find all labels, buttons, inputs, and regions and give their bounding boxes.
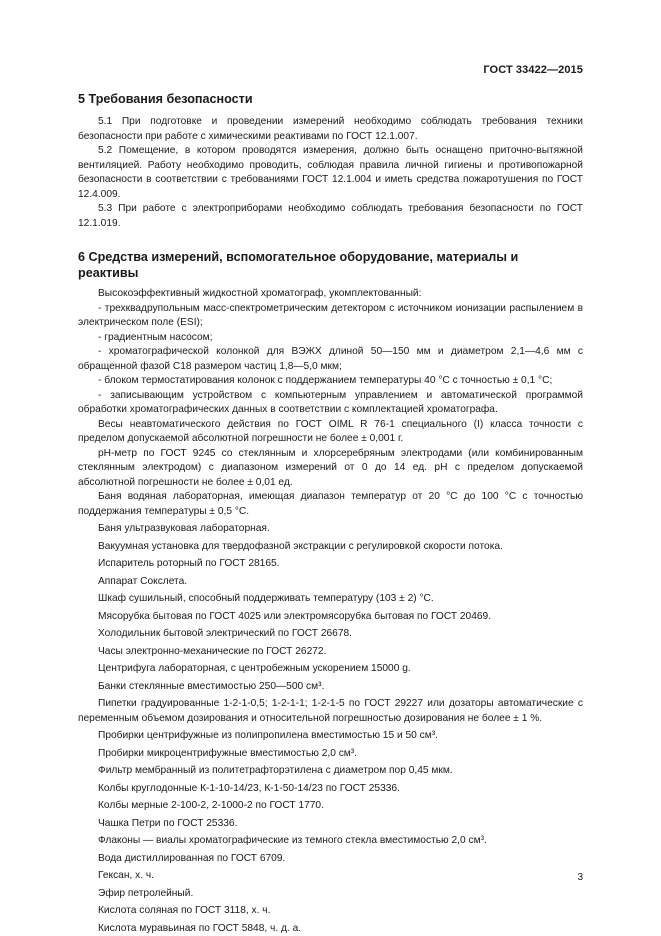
equipment-item: Гексан, х. ч. [78,869,583,884]
equipment-item: Фильтр мембранный из политетрафторэтилена с диаметром пор 0,45 мкм. [78,764,583,779]
equipment-item: Колбы мерные 2-100-2, 2-1000-2 по ГОСТ 1770. [78,799,583,814]
equipment-item: Эфир петролейный. [78,887,583,902]
equipment-item: Кислота соляная по ГОСТ 3118, х. ч. [78,904,583,919]
page-content [78,91,583,936]
equipment-item: Центрифуга лабораторная, с центробежным ускорением 15000 g. [78,662,583,677]
paragraph-5-3: 5.3 При работе с электроприборами необходимо соблюдать требования безопасности по ГОСТ 12.1.019. [78,202,583,231]
paragraph-5-2: 5.2 Помещение, в котором проводятся измерения, должно быть оснащено приточно-вытяжной вентиляцией. Работу необходимо проводить, соблюдая правила личной гигиены и противопожарной безопасности в соответствии с требованиями ГОСТ 12.1.004 и иметь средства пожаротушения по ГОСТ 12.4.009. [78,144,583,202]
equipment-item: - градиентным насосом; [78,331,583,346]
equipment-item: Холодильник бытовой электрический по ГОСТ 26678. [78,627,583,642]
page-number: 3 [577,872,583,883]
equipment-item: Высокоэффективный жидкостной хроматограф, укомплектованный: [78,287,583,302]
equipment-item: - блоком термостатирования колонок с поддержанием температуры 40 °С с точностью ± 0,1 °С; [78,374,583,389]
paragraph-5-1: 5.1 При подготовке и проведении измерений необходимо соблюдать требования техники безопасности при работе с химическими реактивами по ГОСТ 12.1.007. [78,115,583,144]
equipment-item: Мясорубка бытовая по ГОСТ 4025 или электромясорубка бытовая по ГОСТ 20469. [78,610,583,625]
equipment-item: - хроматографической колонкой для ВЭЖХ длиной 50—150 мм и диаметром 2,1—4,6 мм с обращенной фазой С18 размером частиц 1,8—5,0 мкм; [78,345,583,374]
equipment-item: Банки стеклянные вместимостью 250—500 см³. [78,680,583,695]
equipment-item: Чашка Петри по ГОСТ 25336. [78,817,583,832]
equipment-item: Баня водяная лабораторная, имеющая диапазон температур от 20 °С до 100 °С с точностью поддержания температуры ± 0,5 °С. [78,490,583,519]
section-6-heading [78,249,583,281]
equipment-item: Испаритель роторный по ГОСТ 28165. [78,557,583,572]
equipment-item: Флаконы — виалы хроматографические из темного стекла вместимостью 2,0 см³. [78,834,583,849]
section-6-heading-line1: 6 Средства измерений, вспомогательное оборудование, материалы и [78,249,583,265]
equipment-item: Кислота муравьиная по ГОСТ 5848, ч. д. а. [78,922,583,936]
section-5-heading: 5 Требования безопасности [78,91,583,107]
equipment-item: Вода дистиллированная по ГОСТ 6709. [78,852,583,867]
equipment-item: - трехквадрупольным масс-спектрометрическим детектором с источником ионизации распылением в электрическом поле (ESI); [78,302,583,331]
equipment-item: Пробирки центрифужные из полипропилена вместимостью 15 и 50 см³. [78,729,583,744]
equipment-item: Колбы круглодонные К-1-10-14/23, К-1-50-14/23 по ГОСТ 25336. [78,782,583,797]
section-6-heading-line2: реактивы [78,265,583,281]
equipment-item: рН-метр по ГОСТ 9245 со стеклянным и хлорсеребряным электродами (или комбинированным стеклянным электродом) с диапазоном измерений от 0 до 14 ед. рН с пределом допускаемой абсолютной погрешности не более ± 0,01 ед. [78,447,583,491]
equipment-item: Баня ультразвуковая лабораторная. [78,522,583,537]
equipment-item: Пипетки градуированные 1-2-1-0,5; 1-2-1-1; 1-2-1-5 по ГОСТ 29227 или дозаторы автоматические с переменным объемом дозирования и относительной погрешностью дозирования не более ± 1 %. [78,697,583,726]
equipment-item: Аппарат Сокслета. [78,575,583,590]
equipment-item: - записывающим устройством с компьютерным управлением и автоматической программой обработки хроматографических данных в соответствии с комплектацией хроматографа. [78,389,583,418]
equipment-item: Весы неавтоматического действия по ГОСТ OIML R 76-1 специального (I) класса точности с пределом допускаемой абсолютной погрешности не более ± 0,001 г. [78,418,583,447]
equipment-item: Вакуумная установка для твердофазной экстракции с регулировкой скорости потока. [78,540,583,555]
equipment-item: Пробирки микроцентрифужные вместимостью 2,0 см³. [78,747,583,762]
equipment-item: Шкаф сушильный, способный поддерживать температуру (103 ± 2) °С. [78,592,583,607]
document-code-header: ГОСТ 33422—2015 [483,64,583,76]
equipment-item: Часы электронно-механические по ГОСТ 26272. [78,645,583,660]
